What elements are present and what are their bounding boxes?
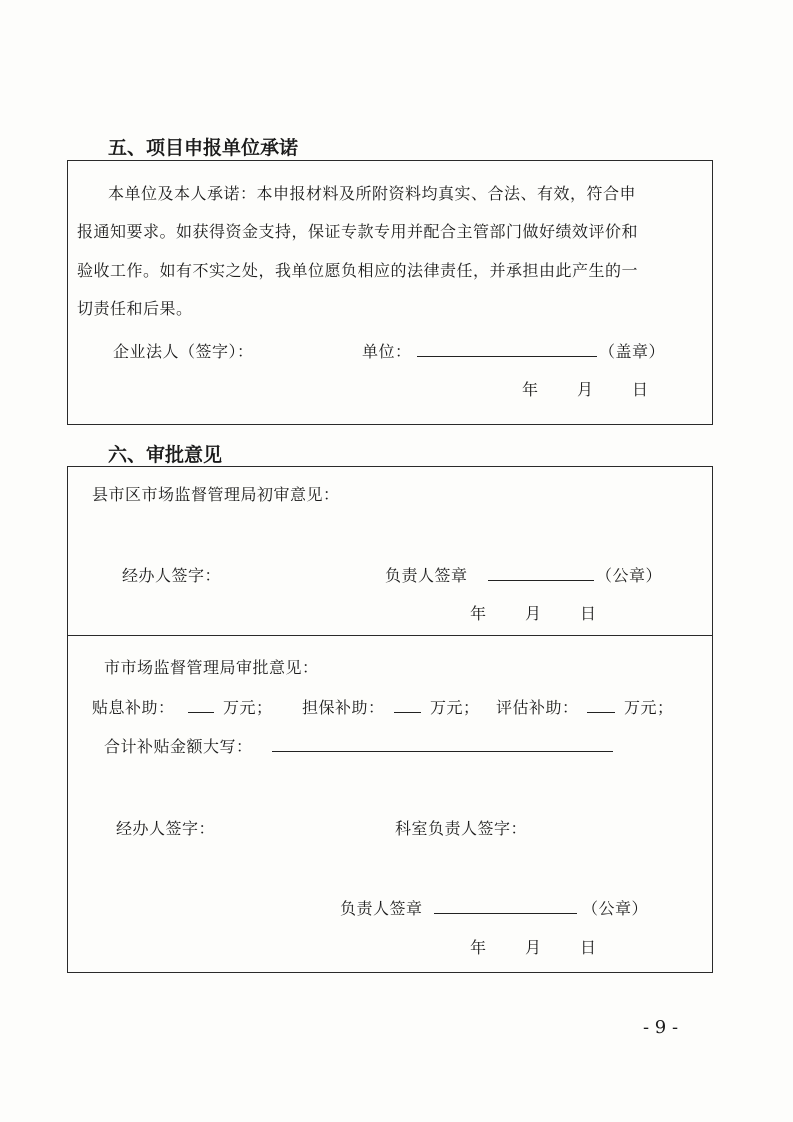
city-date-day: 日 bbox=[580, 938, 597, 957]
county-review-title: 县市区市场监督管理局初审意见： bbox=[92, 485, 340, 504]
county-leader-seal-label: 负责人签章 bbox=[385, 566, 468, 585]
commitment-line-3: 验收工作。如有不实之处，我单位愿负相应的法律责任，并承担由此产生的一 bbox=[77, 261, 639, 280]
guarantee-subsidy-label: 担保补助： bbox=[302, 698, 385, 717]
county-date-day: 日 bbox=[580, 604, 597, 623]
city-handler-signature-label: 经办人签字： bbox=[116, 819, 216, 838]
assessment-subsidy-label: 评估补助： bbox=[496, 698, 579, 717]
date-year: 年 bbox=[522, 380, 539, 399]
city-leader-seal-label: 负责人签章 bbox=[340, 899, 423, 918]
guarantee-subsidy-unit: 万元； bbox=[430, 698, 480, 717]
total-subsidy-amount-line[interactable] bbox=[272, 751, 613, 752]
guarantee-subsidy-blank[interactable] bbox=[394, 712, 421, 713]
county-handler-signature-label: 经办人签字： bbox=[122, 566, 222, 585]
interest-subsidy-blank[interactable] bbox=[188, 712, 214, 713]
city-approval-title: 市市场监督管理局审批意见： bbox=[104, 658, 319, 677]
city-leader-signature-line[interactable] bbox=[434, 913, 577, 914]
unit-signature-line[interactable] bbox=[417, 356, 597, 357]
dept-leader-signature-label: 科室负责人签字： bbox=[395, 819, 528, 838]
section5-heading: 五、项目申报单位承诺 bbox=[108, 137, 299, 159]
county-leader-signature-line[interactable] bbox=[488, 580, 594, 581]
page-number: - 9 - bbox=[643, 1017, 679, 1038]
assessment-subsidy-blank[interactable] bbox=[587, 712, 615, 713]
unit-label: 单位： bbox=[362, 342, 412, 361]
total-subsidy-label: 合计补贴金额大写： bbox=[104, 737, 253, 756]
seal-label: （盖章） bbox=[599, 342, 666, 361]
interest-subsidy-label: 贴息补助： bbox=[92, 698, 175, 717]
county-official-seal-label: （公章） bbox=[596, 566, 663, 585]
city-official-seal-label: （公章） bbox=[582, 899, 649, 918]
interest-subsidy-unit: 万元； bbox=[223, 698, 273, 717]
assessment-subsidy-unit: 万元； bbox=[624, 698, 674, 717]
county-date-year: 年 bbox=[470, 604, 487, 623]
commitment-line-1: 本单位及本人承诺：本申报材料及所附资料均真实、合法、有效，符合申 bbox=[108, 184, 637, 203]
approval-divider bbox=[67, 635, 713, 636]
city-date-month: 月 bbox=[525, 938, 542, 957]
date-day: 日 bbox=[632, 380, 649, 399]
section6-heading: 六、审批意见 bbox=[108, 444, 223, 466]
county-date-month: 月 bbox=[525, 604, 542, 623]
commitment-line-4: 切责任和后果。 bbox=[77, 299, 193, 318]
city-date-year: 年 bbox=[470, 938, 487, 957]
legal-person-signature-label: 企业法人（签字）： bbox=[113, 342, 254, 361]
date-month: 月 bbox=[577, 380, 594, 399]
commitment-line-2: 报通知要求。如获得资金支持，保证专款专用并配合主管部门做好绩效评价和 bbox=[77, 222, 639, 241]
